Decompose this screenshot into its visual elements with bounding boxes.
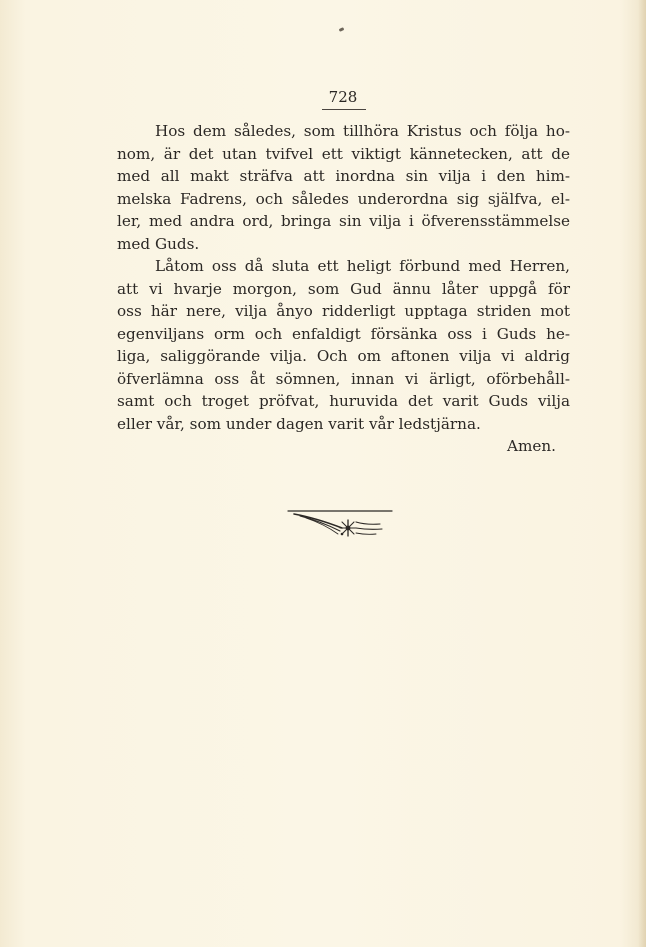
text-line: oss här nere, vilja ånyo ridderligt upptaga striden mot [117,302,570,320]
body-text [117,120,570,458]
text-line: samt och troget pröfvat, huruvida det varit Guds vilja [117,392,570,410]
text-line: Låtom oss då sluta ett heligt förbund med Herren, [155,257,570,275]
tailpiece-flourish-icon [286,508,394,540]
signoff-amen: Amen. [507,437,556,455]
page-number: 728 [328,88,358,106]
text-line: med all makt sträfva att inordna sin vilja i den him- [117,167,570,185]
text-line: med Guds. [117,234,200,253]
text-line: öfverlämna oss åt sömnen, innan vi ärligt, oförbehåll- [117,369,570,388]
page-edge-shadow [638,0,646,947]
text-line: Hos dem således, som tillhöra Kristus och följa ho- [155,122,570,140]
text-line: ler, med andra ord, bringa sin vilja i öfverensstämmelse [117,212,570,230]
page-number-rule [322,109,366,110]
text-line: nom, är det utan tvifvel ett viktigt kännetecken, att de [117,144,570,163]
text-line: egenviljans orm och enfaldigt försänka oss i Guds he- [117,324,570,343]
text-line: att vi hvarje morgon, som Gud ännu låter uppgå för [117,279,570,298]
text-line: melska Fadrens, och således underordna sig själfva, el- [117,189,570,208]
text-line: liga, saliggörande vilja. Och om aftonen vilja vi aldrig [117,347,570,365]
text-line: eller vår, som under dagen varit vår ledstjärna. [117,414,481,433]
